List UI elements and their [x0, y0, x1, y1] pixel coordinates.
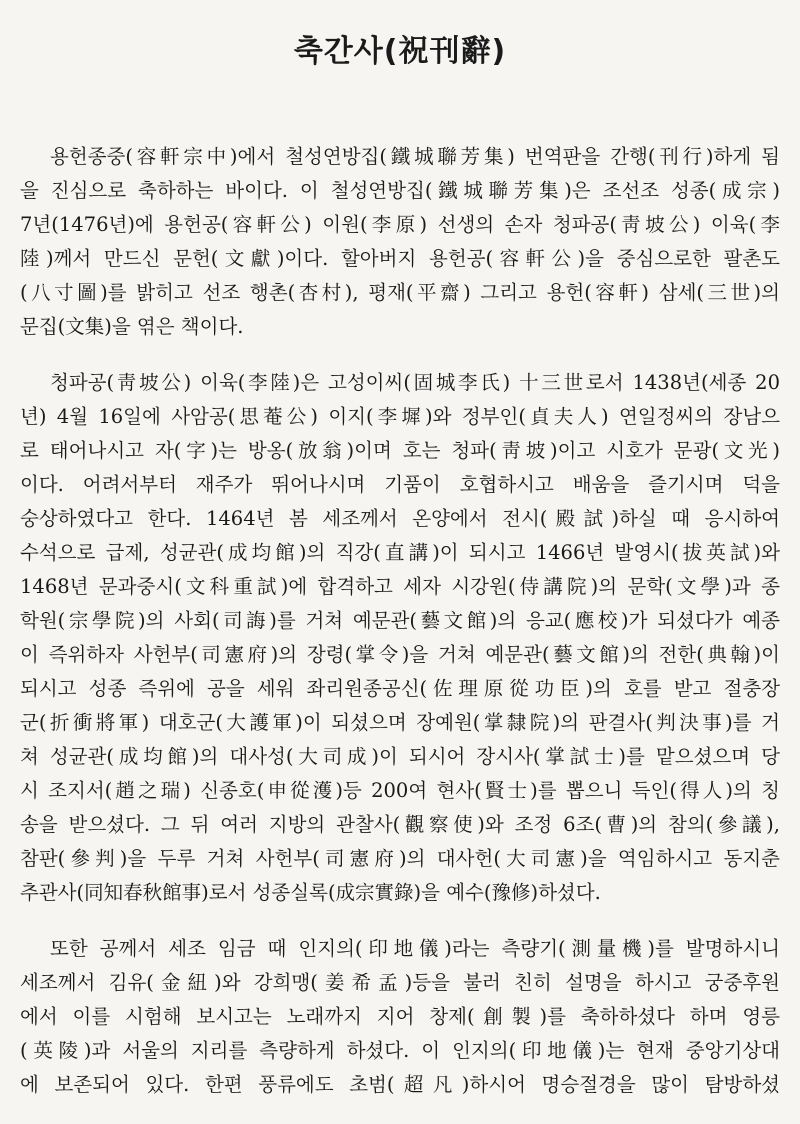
text-line: 수석으로 급제, 성균관(成均館)의 직강(直講)이 되시고 1466년 발영시(拔英試)와 [20, 541, 780, 564]
text-line: 을 진심으로 축하하는 바이다. 이 철성연방집(鐵城聯芳集)은 조선조 성종(成宗) [20, 179, 780, 202]
text-line: 에서 이를 시험해 보시고는 노래까지 지어 창제(創製)를 축하하셨다 하며 영릉 [20, 1005, 780, 1028]
text-line: 되시고 성종 즉위에 공을 세워 좌리원종공신(佐理原從功臣)의 호를 받고 절충장 [20, 677, 780, 700]
text-line: 문집(文集)을 엮은 책이다. [20, 315, 244, 338]
text-line: 7년(1476년)에 용헌공(容軒公) 이원(李原) 선생의 손자 청파공(靑坡公) 이육(李 [20, 213, 780, 236]
text-line: 숭상하였다고 한다. 1464년 봄 세조께서 온양에서 전시(殿試)하실 때 응시하여 [20, 507, 780, 530]
text-line: 또한 공께서 세조 임금 때 인지의(印地儀)라는 측량기(測量機)를 발명하시니 [50, 937, 780, 960]
text-line: 이다. 어려서부터 재주가 뛰어나시며 기품이 호협하시고 배움을 즐기시며 덕을 [20, 473, 780, 496]
text-line: 년) 4월 16일에 사암공(思菴公) 이지(李墀)와 정부인(貞夫人) 연일정씨의 장남으 [20, 405, 780, 428]
paragraph [20, 932, 780, 1102]
text-line: 청파공(靑坡公) 이육(李陸)은 고성이씨(固城李氏) 十三世로서 1438년(세종 20 [50, 371, 780, 394]
text-line: 시 조지서(趙之瑞) 신종호(申從濩)등 200여 현사(賢士)를 뽑으니 득인(得人)의 칭 [20, 779, 780, 802]
text-line: 세조께서 김유(金紐)와 강희맹(姜希孟)등을 불러 친히 설명을 하시고 궁중후원 [20, 971, 780, 994]
text-line: 에 보존되어 있다. 한편 풍류에도 초범(超凡)하시어 명승절경을 많이 탐방하셨 [20, 1073, 780, 1096]
text-line: 1468년 문과중시(文科重試)에 합격하고 세자 시강원(侍講院)의 문학(文學)과 종 [20, 575, 780, 598]
text-line: 용헌종중(容軒宗中)에서 철성연방집(鐵城聯芳集) 번역판을 간행(刊行)하게 됨 [50, 145, 780, 168]
text-line: 송을 받으셨다. 그 뒤 여러 지방의 관찰사(觀察使)와 조정 6조(曹)의 참의(參議), [20, 813, 780, 836]
text-line: 학원(宗學院)의 사회(司誨)를 거쳐 예문관(藝文館)의 응교(應校)가 되셨다가 예종 [20, 609, 780, 632]
text-line: 군(折衝將軍) 대호군(大護軍)이 되셨으며 장예원(掌隸院)의 판결사(判決事)를 거 [20, 711, 780, 734]
text-line: 이 즉위하자 사헌부(司憲府)의 장령(掌令)을 거쳐 예문관(藝文館)의 전한(典翰)이 [20, 643, 780, 666]
document-body [20, 140, 780, 1124]
paragraph [20, 140, 780, 344]
text-line: (八寸圖)를 밝히고 선조 행촌(杏村), 평재(平齋) 그리고 용헌(容軒) 삼세(三世)의 [20, 281, 780, 304]
text-line: (英陵)과 서울의 지리를 측량하게 하셨다. 이 인지의(印地儀)는 현재 중앙기상대 [20, 1039, 780, 1062]
paragraph [20, 366, 780, 910]
text-line: 로 태어나시고 자(字)는 방옹(放翁)이며 호는 청파(靑坡)이고 시호가 문광(文光) [20, 439, 780, 462]
text-line: 추관사(同知春秋館事)로서 성종실록(成宗實錄)을 예수(豫修)하셨다. [20, 881, 601, 904]
page-title: 축간사(祝刊辭) [293, 34, 507, 69]
text-line: 陸)께서 만드신 문헌(文獻)이다. 할아버지 용헌공(容軒公)을 중심으로한 팔촌도 [20, 247, 780, 270]
text-line: 쳐 성균관(成均館)의 대사성(大司成)이 되시어 장시사(掌試士)를 맡으셨으며 당 [20, 745, 780, 768]
text-line: 참판(參判)을 두루 거쳐 사헌부(司憲府)의 대사헌(大司憲)을 역임하시고 동지춘 [20, 847, 780, 870]
